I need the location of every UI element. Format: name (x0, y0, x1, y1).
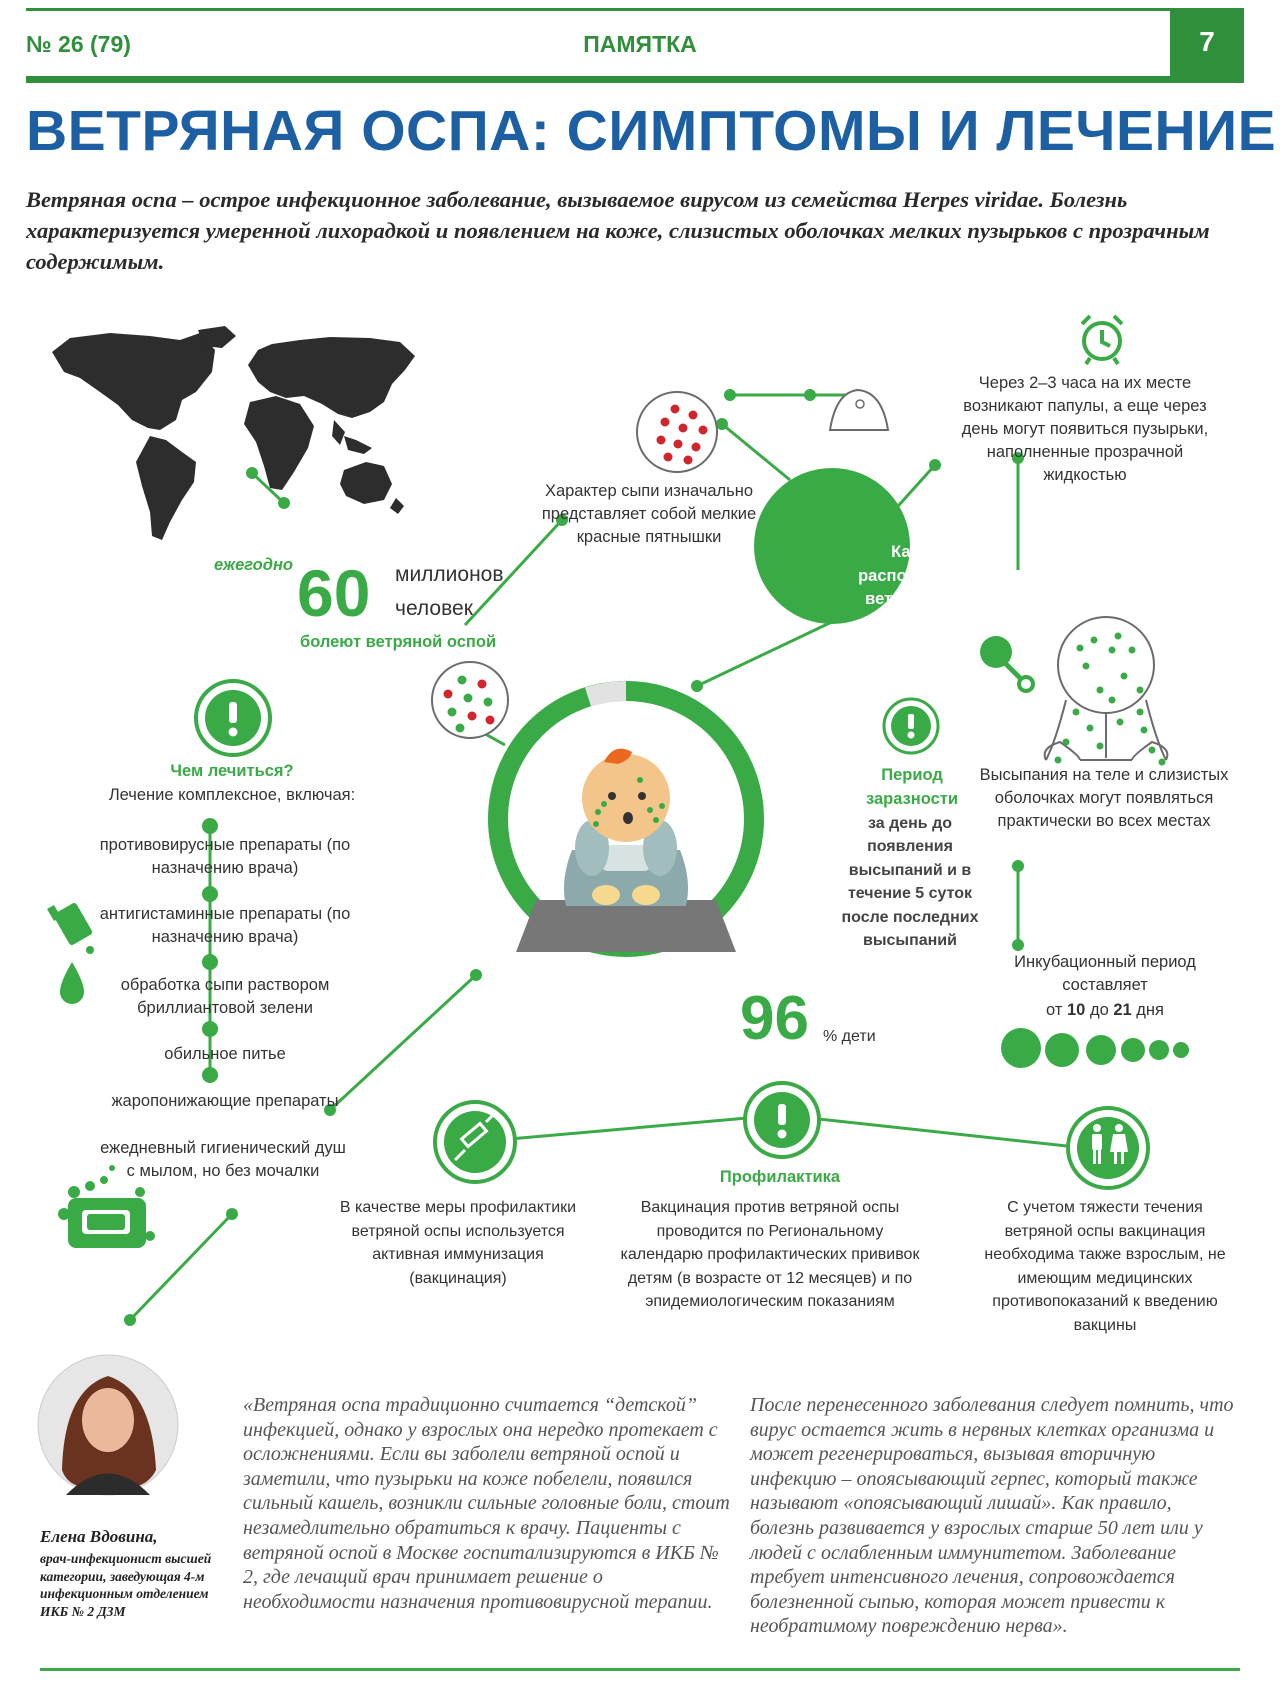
treatment-item-4: обильное питье (164, 1045, 286, 1063)
annual-caption: болеют ветряной оспой (300, 633, 497, 651)
prevention-center-text: Вакцинация против ветряной оспы проводится по Региональному календарю профилактических прививок детям (в возрасте от 12 месяцев) и по эпидемиологическим показаниям (620, 1199, 920, 1310)
section-label: ПАМЯТКА (583, 31, 697, 57)
incubation-from: от (1046, 1001, 1067, 1019)
page-title: ВЕТРЯНАЯ ОСПА: СИМПТОМЫ И ЛЕЧЕНИЕ (26, 99, 1277, 163)
contagious-title: Период заразности (865, 766, 959, 808)
warning-icon-prevention (745, 1083, 819, 1157)
incubation-mid: до (1085, 1001, 1114, 1019)
incubation-min: 10 (1067, 1001, 1086, 1019)
incubation-days: дня (1131, 1001, 1164, 1019)
treatment-title: Чем лечиться? (170, 762, 294, 780)
adults-icon (1068, 1108, 1148, 1188)
recognize-question: Как распознать ветряную оспу? (858, 543, 952, 632)
papules-text: Через 2–3 часа на их месте возникают папулы, а еще через день могут появиться пузырьки, наполненные прозрачной жидкостью (961, 374, 1209, 484)
treatment-item-6: ежедневный гигиенический душ с мылом, но без мочалки (100, 1139, 346, 1180)
treatment-item-5: жаропонижающие препараты (111, 1092, 339, 1110)
rattle-icon (980, 636, 1033, 691)
syringe-icon (435, 1102, 515, 1182)
treatment-subtitle: Лечение комплексное, включая: (108, 786, 356, 804)
expert-name: Елена Вдовина, (40, 1527, 158, 1546)
world-map-icon (52, 326, 415, 540)
expert-role: врач-инфекционист высшей категории, заведующая 4-м инфекционным отделением ИКБ № 2 ДЗМ (40, 1551, 212, 1619)
rash-start-text: Характер сыпи изначально представляет собой мелкие красные пятнышки (541, 482, 757, 546)
incubation-dots (1001, 1028, 1189, 1068)
incubation-range (985, 999, 1225, 1022)
issue-number: № 26 (79) (26, 31, 131, 57)
children-suffix: % дети (823, 1028, 876, 1045)
expert-quote-left: «Ветряная оспа традиционно считается “детской” инфекцией, однако у взрослых она нередко протекает с осложнениями. Если вы заболели ветряной оспой и заметили, что пузырьки на коже побелели, появился сильный кашель, возникли сильные головные боли, стоит незамедлительно обратиться к врачу. Пациенты с ветряной оспой в Москве госпитализируются в ИКБ № 2, где лечащий врач принимает решение о необходимости назначения противовирусной терапии. (243, 1394, 730, 1613)
expert-photo (38, 1355, 178, 1495)
mixed-spots-icon (432, 662, 508, 738)
warning-icon-contagious (884, 699, 938, 753)
annual-unit-2: человек (395, 597, 473, 620)
warning-icon-treatment (196, 681, 270, 755)
annual-unit-1: миллионов (395, 563, 504, 586)
prevention-left-text: В качестве меры профилактики ветряной оспы используется активная иммунизация (вакцинация) (339, 1199, 577, 1287)
expert-quote-right: После перенесенного заболевания следует помнить, что вирус остается жить в нервных клетках организма и может регенерироваться, вызывая вторичную инфекцию – опоясывающий герпес, который также называют «опоясывающий лишай». Как правило, болезнь развивается у взрослых старше 50 лет или у людей с ослабленным иммунитетом. Заболевание требует интенсивного лечения, сопровождается болезненной сыпью, которая может привести к необратимому повреждению нерва». (750, 1394, 1234, 1638)
annual-number: 60 (297, 556, 371, 630)
lead-paragraph: Ветряная оспа – острое инфекционное заболевание, вызываемое вирусом из семейства Herpes viridae. Болезнь характеризуется умеренной лихорадкой и появлением на коже, слизистых оболочках мелких пузырьков с прозрачным содержимым. (26, 187, 1210, 274)
treatment-item-2: антигистаминные препараты (по назначению врача) (99, 905, 351, 946)
alarm-clock-icon (1082, 316, 1122, 364)
baby-outline-icon (1045, 617, 1168, 760)
ointment-tube-icon (47, 902, 94, 954)
incubation-text: Инкубационный период составляет (1014, 953, 1196, 994)
incubation-max: 21 (1113, 1001, 1132, 1019)
prevention-title: Профилактика (719, 1168, 841, 1186)
red-spots-icon (637, 392, 717, 472)
annual-label: ежегодно (214, 556, 294, 574)
contagious-text: за день до появления высыпаний и в течение 5 суток после последних высыпаний (841, 815, 979, 950)
drop-icon (60, 962, 84, 1004)
treatment-item-3: обработка сыпи раствором бриллиантовой зелени (120, 976, 330, 1017)
sick-baby-icon (516, 749, 736, 952)
children-number: 96 (740, 984, 809, 1053)
page-number: 7 (1199, 26, 1215, 57)
treatment-item-1: противовирусные препараты (по назначению врача) (99, 836, 351, 877)
body-rash-text: Высыпания на теле и слизистых оболочках могут появляться практически во всех местах (979, 766, 1229, 830)
prevention-right-text: С учетом тяжести течения ветряной оспы вакцинация необходима также взрослым, не имеющим медицинских противопоказаний к введению вакцины (984, 1199, 1226, 1334)
